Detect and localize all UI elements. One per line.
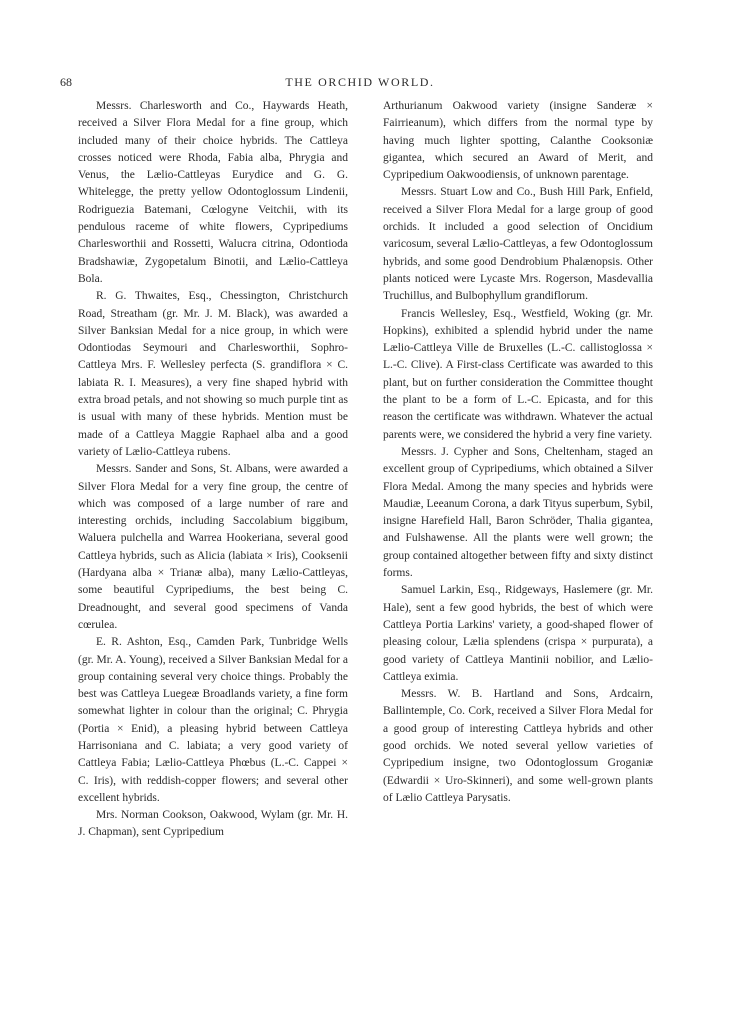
running-head: [60, 74, 660, 90]
paragraph-wellesley: Francis Wellesley, Esq., Westfield, Woking (gr. Mr. Hopkins), exhibited a splendid hybrid under the name Lælio-Cattleya Ville de Bruxelles (L.-C. callistoglossa × L.-C. Clive). A First-class Certificate was awarded to this plant, but on further consideration the Committee thought the plant to be a form of L.-C. Epicasta, and for this reason the certificate was withdrawn. Whatever the actual parents were, we considered the hybrid a very fine variety.: [383, 307, 653, 441]
paragraph-cookson-continued: Arthurianum Oakwood variety (insigne Sanderæ × Fairrieanum), which differs from the normal type by having much lighter spotting, Calanthe Cooksoniæ gigantea, which secured an Award of Merit, and Cypripedium Oakwoodiensis, of unknown parentage.: [383, 100, 653, 182]
paragraph-charlesworth: Messrs. Charlesworth and Co., Haywards Heath, received a Silver Flora Medal for a fine group, which included many of their choice hybrids. The Cattleya crosses noticed were Rhoda, Fabia alba, Phrygia and Venus, the Lælio-Cattleyas Eurydice and G. G. Whitelegge, the pretty yellow Odontoglossum Lindenii, Rodriguezia Batemani, Cœlogyne Veitchii, with its pendulous raceme of white flowers, Cypripediums Charlesworthii and Rossetti, Walucra citrina, Odontioda Bradshawiæ, Zygopetalum Binotii, and Lælio-Cattleya Bola.: [78, 100, 348, 285]
paragraph-ashton: E. R. Ashton, Esq., Camden Park, Tunbridge Wells (gr. Mr. A. Young), received a Silver Banksian Medal for a group containing several very choice things. Probably the best was Cattleya Luegeæ Broadlands variety, a fine form somewhat lighter in colour than the original; C. Phrygia (Portia × Enid), a pleasing hybrid between Cattleya Harrisoniana and C. labiata; a very good variety of Cattleya Fabia; Lælio-Cattleya Phœbus (L.-C. Cappei × C. Iris), with reddish-copper flowers; and several other excellent hybrids.: [78, 636, 348, 804]
page-number: 68: [60, 75, 72, 89]
right-column: [383, 98, 653, 807]
paragraph-sander: Messrs. Sander and Sons, St. Albans, were awarded a Silver Flora Medal for a very fine group, the centre of which was composed of a large number of rare and interesting orchids, including Saccolabium biggibum, Waluera pulchella and Warrea Hookeriana, several good Cattleya hybrids, such as Alicia (labiata × Iris), Cooksenii (Hardyana alba × Trianæ alba), many Lælio-Cattleyas, some beautiful Cypripediums, the best being C. Dreadnought, and several good specimens of Vanda cœrulea.: [78, 463, 348, 631]
paragraph-cookson: Mrs. Norman Cookson, Oakwood, Wylam (gr. Mr. H. J. Chapman), sent Cypripedium: [78, 809, 348, 839]
paragraph-larkin: Samuel Larkin, Esq., Ridgeways, Haslemere (gr. Mr. Hale), sent a few good hybrids, the best of which were Cattleya Portia Larkins' variety, a good-shaped flower of pleasing colour, Lælia splendens (crispa × purpurata), a good variety of Cattleya Mantinii nobilior, and Lælio-Cattleya eximia.: [383, 584, 653, 683]
paragraph-cypher: Messrs. J. Cypher and Sons, Cheltenham, staged an excellent group of Cypripediums, which obtained a Silver Flora Medal. Among the many species and hybrids were Maudiæ, Leeanum Corona, a dark Tityus superbum, Sybil, insigne Harefield Hall, Baron Schröder, Thalia gigantea, and Fulshawense. All the plants were well grown; the group contained altogether between fifty and sixty distinct forms.: [383, 445, 653, 580]
paragraph-hartland: Messrs. W. B. Hartland and Sons, Ardcairn, Ballintemple, Co. Cork, received a Silver Flora Medal for a good group of interesting Cattleya hybrids and other good orchids. We noted several yellow varieties of Cypripedium insigne, two Odontoglossum Groganiæ (Edwardii × Uro-Skinneri), and some well-grown plants of Lælio Cattleya Parysatis.: [383, 688, 653, 804]
running-title: THE ORCHID WORLD.: [285, 75, 435, 89]
paragraph-thwaites: R. G. Thwaites, Esq., Chessington, Christchurch Road, Streatham (gr. Mr. J. M. Black), was awarded a Silver Banksian Medal for a nice group, in which were Odontiodas Seymouri and Charlesworthii, Sophro-Cattleya Mrs. F. Wellesley perfecta (S. grandiflora × C. labiata R. I. Measures), a very fine shaped hybrid with extra broad petals, and not showing so much purple tint as is usual with many of these hybrids. Mention must be made of a Cattleya Maggie Raphael alba and a good variety of Lælio-Cattleya rubens.: [78, 290, 348, 458]
left-column: [78, 98, 348, 842]
paragraph-stuart-low: Messrs. Stuart Low and Co., Bush Hill Park, Enfield, received a Silver Flora Medal for a large group of good orchids. It included a good selection of Oncidium varicosum, several Lælio-Cattleyas, a few Odontoglossum hybrids, and some good Dendrobium Phalænopsis. Other plants noticed were Lycaste Mrs. Rogerson, Masdevallia Truchillus, and Bulbophyllum grandiflorum.: [383, 186, 653, 303]
